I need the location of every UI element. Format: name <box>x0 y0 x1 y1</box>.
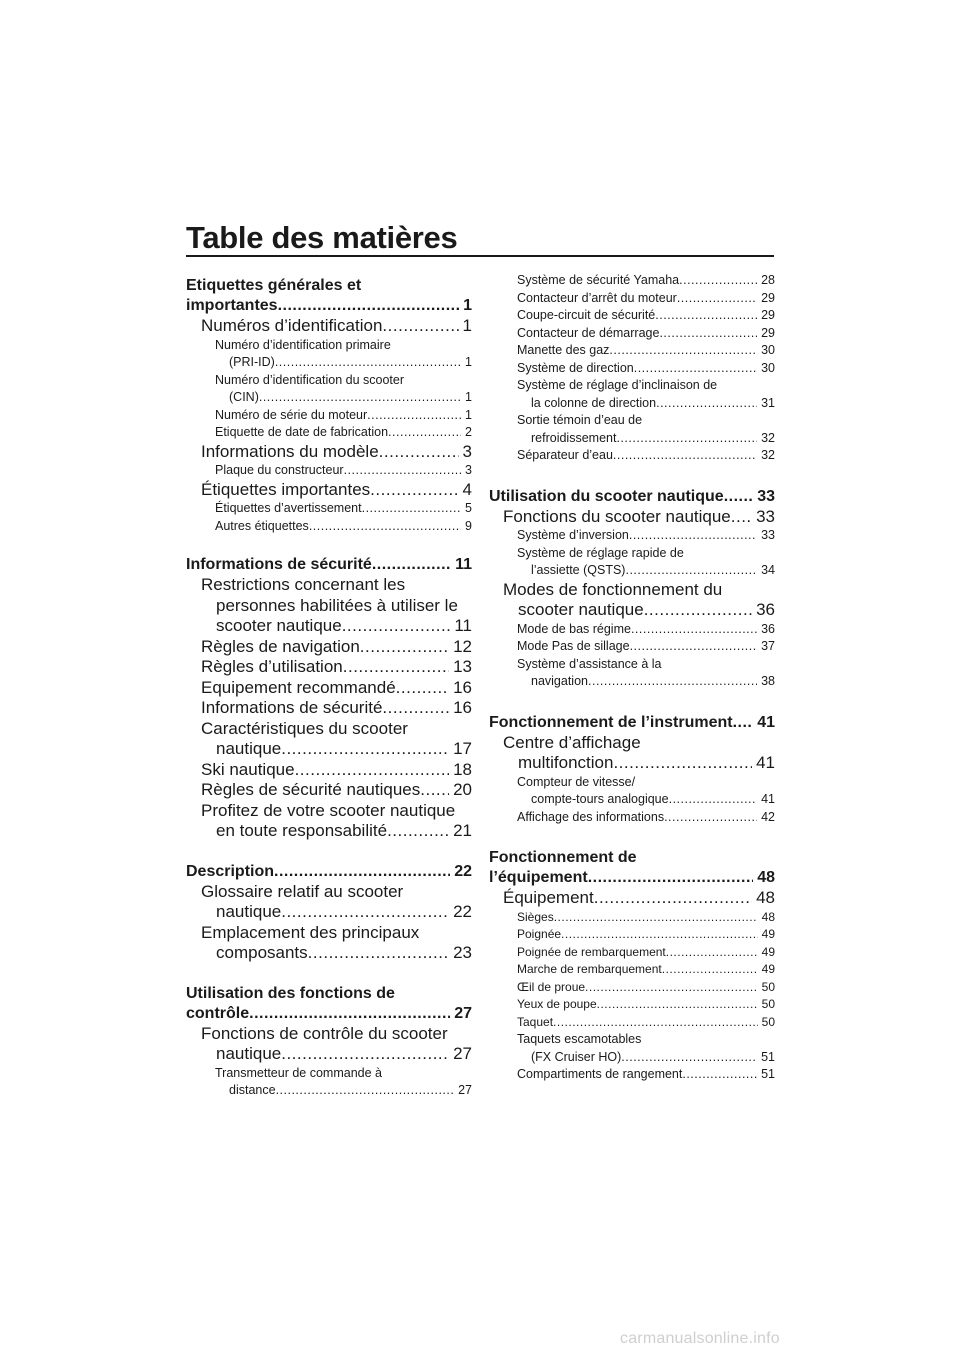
toc-section-description[interactable]: Description ..... 22 <box>186 862 472 882</box>
toc-entry[interactable]: Règles d’utilisation ..... 13 <box>186 657 472 678</box>
toc-subentry[interactable]: Contacteur d’arrêt du moteur ..... 29 <box>489 290 775 308</box>
toc-entry[interactable]: Emplacement des principaux composants ..... 23 <box>186 923 472 964</box>
toc-subentry[interactable]: Numéro de série du moteur ..... 1 <box>186 407 472 425</box>
toc-entry[interactable]: Ski nautique ..... 18 <box>186 760 472 781</box>
toc-entry[interactable]: Restrictions concernant les personnes habilitées à utiliser le scooter nautique ..... 11 <box>186 575 472 637</box>
toc-left-column <box>186 276 472 1100</box>
toc-subentry[interactable]: Marche de rembarquement ..... 49 <box>489 961 775 979</box>
toc-subentry[interactable]: Numéro d’identification primaire (PRI-ID) ..... 1 <box>186 337 472 372</box>
toc-subentry[interactable]: Yeux de poupe ..... 50 <box>489 996 775 1014</box>
toc-subentry[interactable]: Système d’inversion ..... 33 <box>489 527 775 545</box>
toc-subentry[interactable]: Poignée ..... 49 <box>489 926 775 944</box>
toc-subentry[interactable]: Système de direction ..... 30 <box>489 360 775 378</box>
toc-subentry[interactable]: Compteur de vitesse/ compte-tours analogique ..... 41 <box>489 774 775 809</box>
toc-subentry[interactable]: Manette des gaz ..... 30 <box>489 342 775 360</box>
toc-subentry[interactable]: Taquets escamotables (FX Cruiser HO) ..... 51 <box>489 1031 775 1066</box>
toc-entry[interactable]: Règles de sécurité nautiques ..... 20 <box>186 780 472 801</box>
toc-subentry[interactable]: Système de réglage d’inclinaison de la colonne de direction ..... 31 <box>489 377 775 412</box>
toc-section-etiquettes[interactable]: Etiquettes générales et importantes ..... 1 <box>186 276 472 316</box>
toc-entry[interactable]: Numéros d’identification ..... 1 <box>186 316 472 337</box>
toc-subentry[interactable]: Mode de bas régime ..... 36 <box>489 621 775 639</box>
toc-entry[interactable]: Equipement recommandé ..... 16 <box>186 678 472 699</box>
toc-entry[interactable]: Règles de navigation ..... 12 <box>186 637 472 658</box>
toc-entry[interactable]: Équipement ..... 48 <box>489 888 775 909</box>
toc-entry[interactable]: Modes de fonctionnement du scooter nautique ..... 36 <box>489 580 775 621</box>
toc-subentry[interactable]: Système de sécurité Yamaha ..... 28 <box>489 272 775 290</box>
toc-subentry[interactable]: Numéro d’identification du scooter (CIN) ..... 1 <box>186 372 472 407</box>
toc-subentry[interactable]: Poignée de rembarquement ..... 49 <box>489 944 775 962</box>
toc-entry[interactable]: Informations de sécurité ..... 16 <box>186 698 472 719</box>
toc-subentry[interactable]: Système de réglage rapide de l’assiette (QSTS) ..... 34 <box>489 545 775 580</box>
toc-entry[interactable]: Fonctions du scooter nautique ..... 33 <box>489 507 775 528</box>
toc-entry[interactable]: Étiquettes importantes ..... 4 <box>186 480 472 501</box>
toc-subentry[interactable]: Système d’assistance à la navigation ..... 38 <box>489 656 775 691</box>
toc-subentry[interactable]: Plaque du constructeur ..... 3 <box>186 462 472 480</box>
toc-subentry[interactable]: Coupe-circuit de sécurité ..... 29 <box>489 307 775 325</box>
toc-subentry[interactable]: Autres étiquettes ..... 9 <box>186 518 472 536</box>
toc-section-utilisation[interactable]: Utilisation du scooter nautique ..... 33 <box>489 487 775 507</box>
toc-subentry[interactable]: Séparateur d’eau ..... 32 <box>489 447 775 465</box>
toc-subentry[interactable]: Contacteur de démarrage ..... 29 <box>489 325 775 343</box>
toc-section-controle[interactable]: Utilisation des fonctions de contrôle ..... 27 <box>186 984 472 1024</box>
toc-subentry[interactable]: Mode Pas de sillage ..... 37 <box>489 638 775 656</box>
toc-section-instrument[interactable]: Fonctionnement de l’instrument ..... 41 <box>489 713 775 733</box>
toc-section-equipement[interactable]: Fonctionnement de l’équipement ..... 48 <box>489 848 775 888</box>
toc-subentry[interactable]: Œil de proue ..... 50 <box>489 979 775 997</box>
toc-entry[interactable]: Fonctions de contrôle du scooter nautique ..... 27 <box>186 1024 472 1065</box>
toc-section-securite[interactable]: Informations de sécurité ..... 11 <box>186 555 472 575</box>
toc-subentry[interactable]: Sortie témoin d’eau de refroidissement ..... 32 <box>489 412 775 447</box>
toc-entry[interactable]: Glossaire relatif au scooter nautique ..... 22 <box>186 882 472 923</box>
toc-entry[interactable]: Caractéristiques du scooter nautique ..... 17 <box>186 719 472 760</box>
toc-subentry[interactable]: Étiquettes d’avertissement ..... 5 <box>186 500 472 518</box>
toc-entry[interactable]: Informations du modèle ..... 3 <box>186 442 472 463</box>
toc-subentry[interactable]: Transmetteur de commande à distance ..... 27 <box>186 1065 472 1100</box>
toc-subentry[interactable]: Etiquette de date de fabrication ..... 2 <box>186 424 472 442</box>
toc-subentry[interactable]: Taquet ..... 50 <box>489 1014 775 1032</box>
watermark: carmanualsonline.info <box>620 1330 780 1347</box>
toc-subentry[interactable]: Affichage des informations ..... 42 <box>489 809 775 827</box>
toc-subentry[interactable]: Sièges ..... 48 <box>489 909 775 927</box>
toc-entry[interactable]: Profitez de votre scooter nautique en toute responsabilité ..... 21 <box>186 801 472 842</box>
title-divider <box>186 255 774 257</box>
toc-subentry[interactable]: Compartiments de rangement ..... 51 <box>489 1066 775 1084</box>
toc-right-column <box>489 272 775 1084</box>
page-title: Table des matières <box>186 220 458 255</box>
toc-entry[interactable]: Centre d’affichage multifonction ..... 41 <box>489 733 775 774</box>
